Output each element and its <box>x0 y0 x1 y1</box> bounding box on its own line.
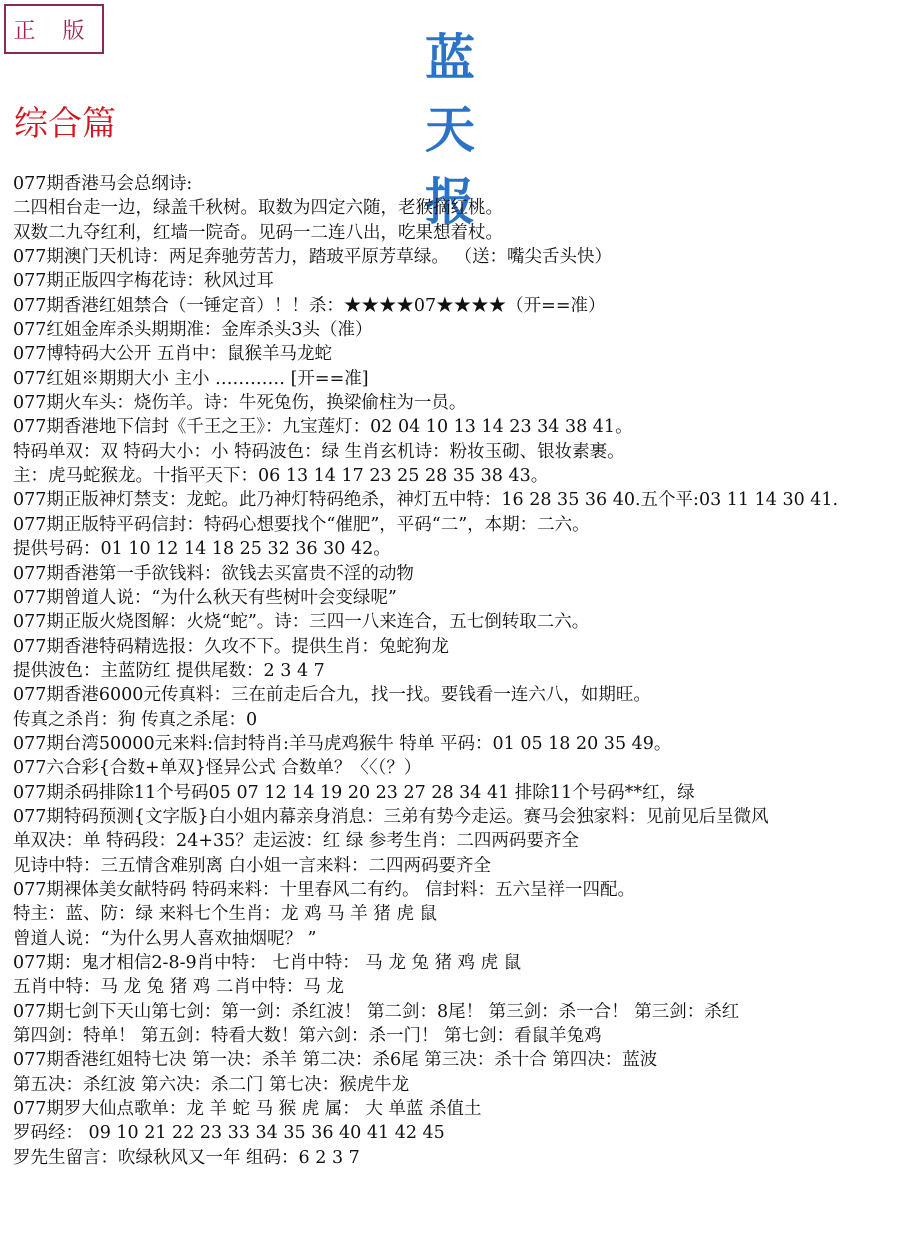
text-line: 特码单双：双 特码大小：小 特码波色：绿 生肖玄机诗：粉妆玉砌、银妆素裹。 <box>13 441 625 462</box>
text-line: 077期香港红姐特七决 第一决：杀羊 第二决：杀6尾 第三决：杀十合 第四决：蓝波 <box>13 1050 658 1071</box>
text-line: 罗码经： 09 10 21 22 23 33 34 35 36 40 41 42 45 <box>13 1123 445 1144</box>
text-line: 罗先生留言：吹绿秋风又一年 组码：6 2 3 7 <box>13 1147 360 1168</box>
text-line: 二四相台走一边，绿盖千秋树。取数为四定六随，老猴摘红桃。 <box>13 198 503 219</box>
text-line: 见诗中特：三五情含难别离 白小姐一言来料：二四两码要齐全 <box>13 855 492 876</box>
text-line: 077期曾道人说：“为什么秋天有些树叶会变绿呢” <box>13 587 397 608</box>
text-line: 五肖中特：马 龙 兔 猪 鸡 二肖中特：马 龙 <box>13 977 344 998</box>
text-line: 077期香港特码精选报：久攻不下。提供生肖：兔蛇狗龙 <box>13 636 449 657</box>
newspaper-title: 蓝 天 报 <box>425 28 553 231</box>
text-line: 提供号码：01 10 12 14 18 25 32 36 30 42。 <box>13 539 391 560</box>
text-line: 主：虎马蛇猴龙。十指平天下：06 13 14 17 23 25 28 35 38 43。 <box>13 466 549 487</box>
edition-badge-label: 正 版 <box>13 18 95 44</box>
text-line: 077期杀码排除11个号码05 07 12 14 19 20 23 27 28 34 41 排除11个号码**红，绿 <box>13 782 695 803</box>
text-line: 077期香港马会总纲诗: <box>13 174 193 194</box>
edition-badge <box>4 4 104 54</box>
text-line: 077红姐金库杀头期期准：金库杀头3头（准） <box>13 320 373 341</box>
text-line: 077期台湾50000元来料:信封特肖:羊马虎鸡猴牛 特单 平码：01 05 18 20 35 49。 <box>13 733 672 754</box>
text-line: 077期特码预测{文字版}白小姐内幕亲身消息：三弟有势今走运。赛马会独家料：见前见后呈微风 <box>13 806 769 827</box>
text-line: 077六合彩{合数+单双}怪异公式 合数单？〈〈（？） <box>13 758 422 779</box>
text-line: 077博特码大公开 五肖中：鼠猴羊马龙蛇 <box>13 344 332 365</box>
text-line: 077期香港地下信封《千王之王》：九宝莲灯：02 04 10 13 14 23 34 38 41。 <box>13 417 633 438</box>
text-line: 077期正版四字梅花诗：秋风过耳 <box>13 271 274 292</box>
text-line: 提供波色：主蓝防红 提供尾数：2 3 4 7 <box>13 660 325 681</box>
text-line: 077期香港6000元传真料：三在前走后合九，找一找。要钱看一连六八，如期旺。 <box>13 685 651 706</box>
text-line: 第五决：杀红波 第六决：杀二门 第七决：猴虎牛龙 <box>13 1074 410 1095</box>
text-line: 077期火车头：烧伤羊。诗：牛死兔伤，换梁偷柱为一员。 <box>13 393 467 414</box>
text-line: 077期香港红姐禁合（一锤定音）！！杀：★★★★07★★★★（开==准） <box>13 295 606 316</box>
text-line: 077期香港第一手欲钱料：欲钱去买富贵不淫的动物 <box>13 563 414 584</box>
text-line: 077期澳门天机诗：两足奔驰劳苦力，踏玻平原芳草绿。 （送：嘴尖舌头快） <box>13 247 612 268</box>
text-line: 077期裸体美女献特码 特码来料：十里春风二有约。 信封料：五六呈祥一四配。 <box>13 879 636 900</box>
text-line: 传真之杀肖：狗 传真之杀尾：0 <box>13 709 258 730</box>
text-line: 077期：鬼才相信2-8-9肖中特： 七肖中特： 马 龙 兔 猪 鸡 虎 鼠 <box>13 953 522 973</box>
text-line: 特主：蓝、防：绿 来料七个生肖：龙 鸡 马 羊 猪 虎 鼠 <box>13 904 437 925</box>
text-line: 077期正版神灯禁支：龙蛇。此乃神灯特码绝杀，神灯五中特：16 28 35 36 40.五个平:03 11 14 30 41. <box>13 490 839 511</box>
text-line: 077期正版特平码信封：特码心想要找个“催肥”，平码“二”，本期：二六。 <box>13 514 590 535</box>
text-line: 双数二九夺红利，红墙一院奇。见码一二连八出，吃果想着杖。 <box>13 222 503 243</box>
text-line: 单双决：单 特码段：24+35？走运波：红 绿 参考生肖：二四两码要齐全 <box>13 831 579 852</box>
text-line: 第四剑：特单！ 第五剑：特看大数！第六剑：杀一门！ 第七剑：看鼠羊兔鸡 <box>13 1026 602 1047</box>
prediction-text-block <box>13 172 898 1170</box>
text-line: 077期正版火烧图解：火烧“蛇”。诗：三四一八来连合，五七倒转取二六。 <box>13 612 590 633</box>
text-line: 曾道人说：“为什么男人喜欢抽烟呢？ ” <box>13 928 317 949</box>
text-line: 077期七剑下天山第七剑：第一剑：杀红波！ 第二剑：8尾！ 第三剑：杀一合！ 第三剑：杀红 <box>13 1001 740 1022</box>
text-line: 077红姐※期期大小 主小 ………… [开==准] <box>13 368 369 389</box>
section-heading: 综合篇 <box>14 104 116 144</box>
text-line: 077期罗大仙点歌单：龙 羊 蛇 马 猴 虎 属： 大 单蓝 杀值土 <box>13 1099 482 1120</box>
